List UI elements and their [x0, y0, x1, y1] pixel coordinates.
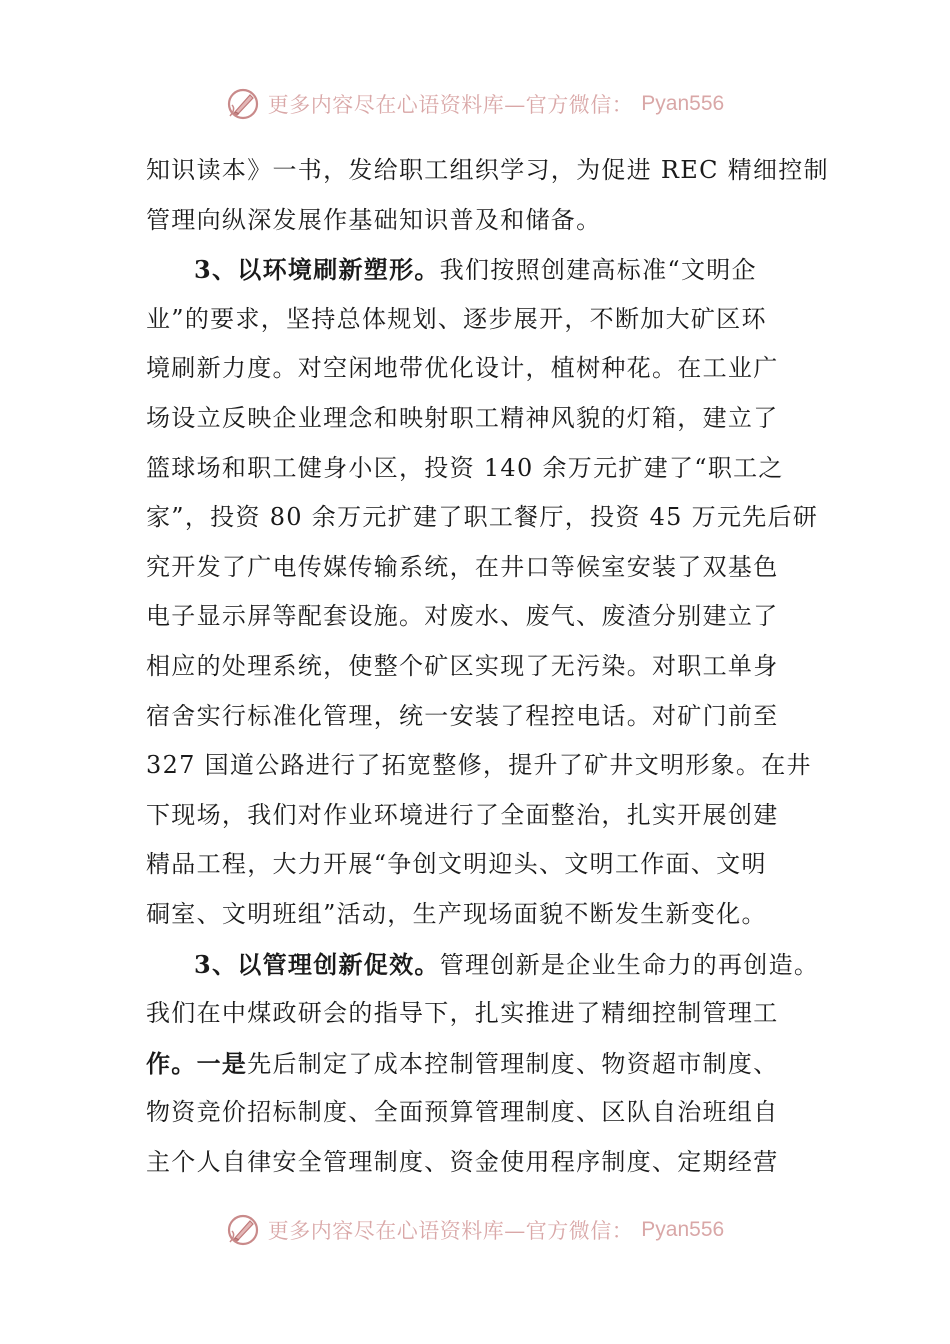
section-heading-line: 3、以管理创新促效。管理创新是企业生命力的再创造。	[194, 949, 820, 979]
quill-pen-logo-icon	[226, 1213, 260, 1247]
header-watermark	[0, 82, 950, 126]
text-line: 场设立反映企业理念和映射职工精神风貌的灯箱，建立了	[146, 403, 779, 432]
watermark-brand: Pyan556	[641, 92, 725, 115]
watermark-text: 更多内容尽在心语资料库—官方微信：	[267, 93, 634, 117]
text-line: 相应的处理系统，使整个矿区实现了无污染。对职工单身	[146, 651, 779, 680]
text-line: 我们在中煤政研会的指导下，扎实推进了精细控制管理工	[146, 999, 779, 1028]
text-line: 家”，投资 80 余万元扩建了职工餐厅，投资 45 万元先后研	[146, 503, 819, 532]
text-line: 宿舍实行标准化管理，统一安装了程控电话。对矿门前至	[146, 701, 779, 730]
text-line: 电子显示屏等配套设施。对废水、废气、废渣分别建立了	[146, 602, 779, 631]
text-line: 业”的要求，坚持总体规划、逐步展开，不断加大矿区环	[146, 304, 767, 333]
section-heading: 3、以管理创新促效。	[194, 949, 440, 979]
section-heading: 3、以环境刷新塑形。	[194, 255, 440, 285]
footer-watermark	[0, 1208, 950, 1252]
text-line: 境刷新力度。对空闲地带优化设计，植树种花。在工业广	[146, 354, 779, 383]
text-line: 下现场，我们对作业环境进行了全面整治，扎实开展创建	[146, 800, 779, 829]
text-line: 327 国道公路进行了拓宽整修，提升了矿井文明形象。在井	[146, 751, 812, 780]
watermark-text: 更多内容尽在心语资料库—官方微信：	[267, 1219, 634, 1243]
text-line: 篮球场和职工健身小区，投资 140 余万元扩建了“职工之	[146, 453, 784, 482]
text-line: 精品工程，大力开展“争创文明迎头、文明工作面、文明	[146, 850, 767, 879]
text-line: 管理向纵深发展作基础知识普及和储备。	[146, 205, 602, 234]
section-heading-line: 3、以环境刷新塑形。我们按照创建高标准“文明企	[194, 255, 757, 285]
text-line: 作。一是先后制定了成本控制管理制度、物资超市制度、	[146, 1048, 779, 1078]
watermark-brand: Pyan556	[641, 1218, 725, 1241]
text-line: 知识读本》一书，发给职工组织学习，为促进 REC 精细控制	[146, 156, 829, 184]
document-body	[146, 146, 829, 1187]
quill-pen-logo-icon	[226, 87, 260, 121]
text-line: 究开发了广电传媒传输系统，在井口等候室安装了双基色	[146, 552, 779, 581]
inline-bold: 作。一是	[146, 1048, 248, 1078]
text-line: 硐室、文明班组”活动，生产现场面貌不断发生新变化。	[146, 899, 767, 928]
text-line: 物资竞价招标制度、全面预算管理制度、区队自治班组自	[146, 1098, 779, 1127]
text-line: 主个人自律安全管理制度、资金使用程序制度、定期经营	[146, 1147, 779, 1176]
